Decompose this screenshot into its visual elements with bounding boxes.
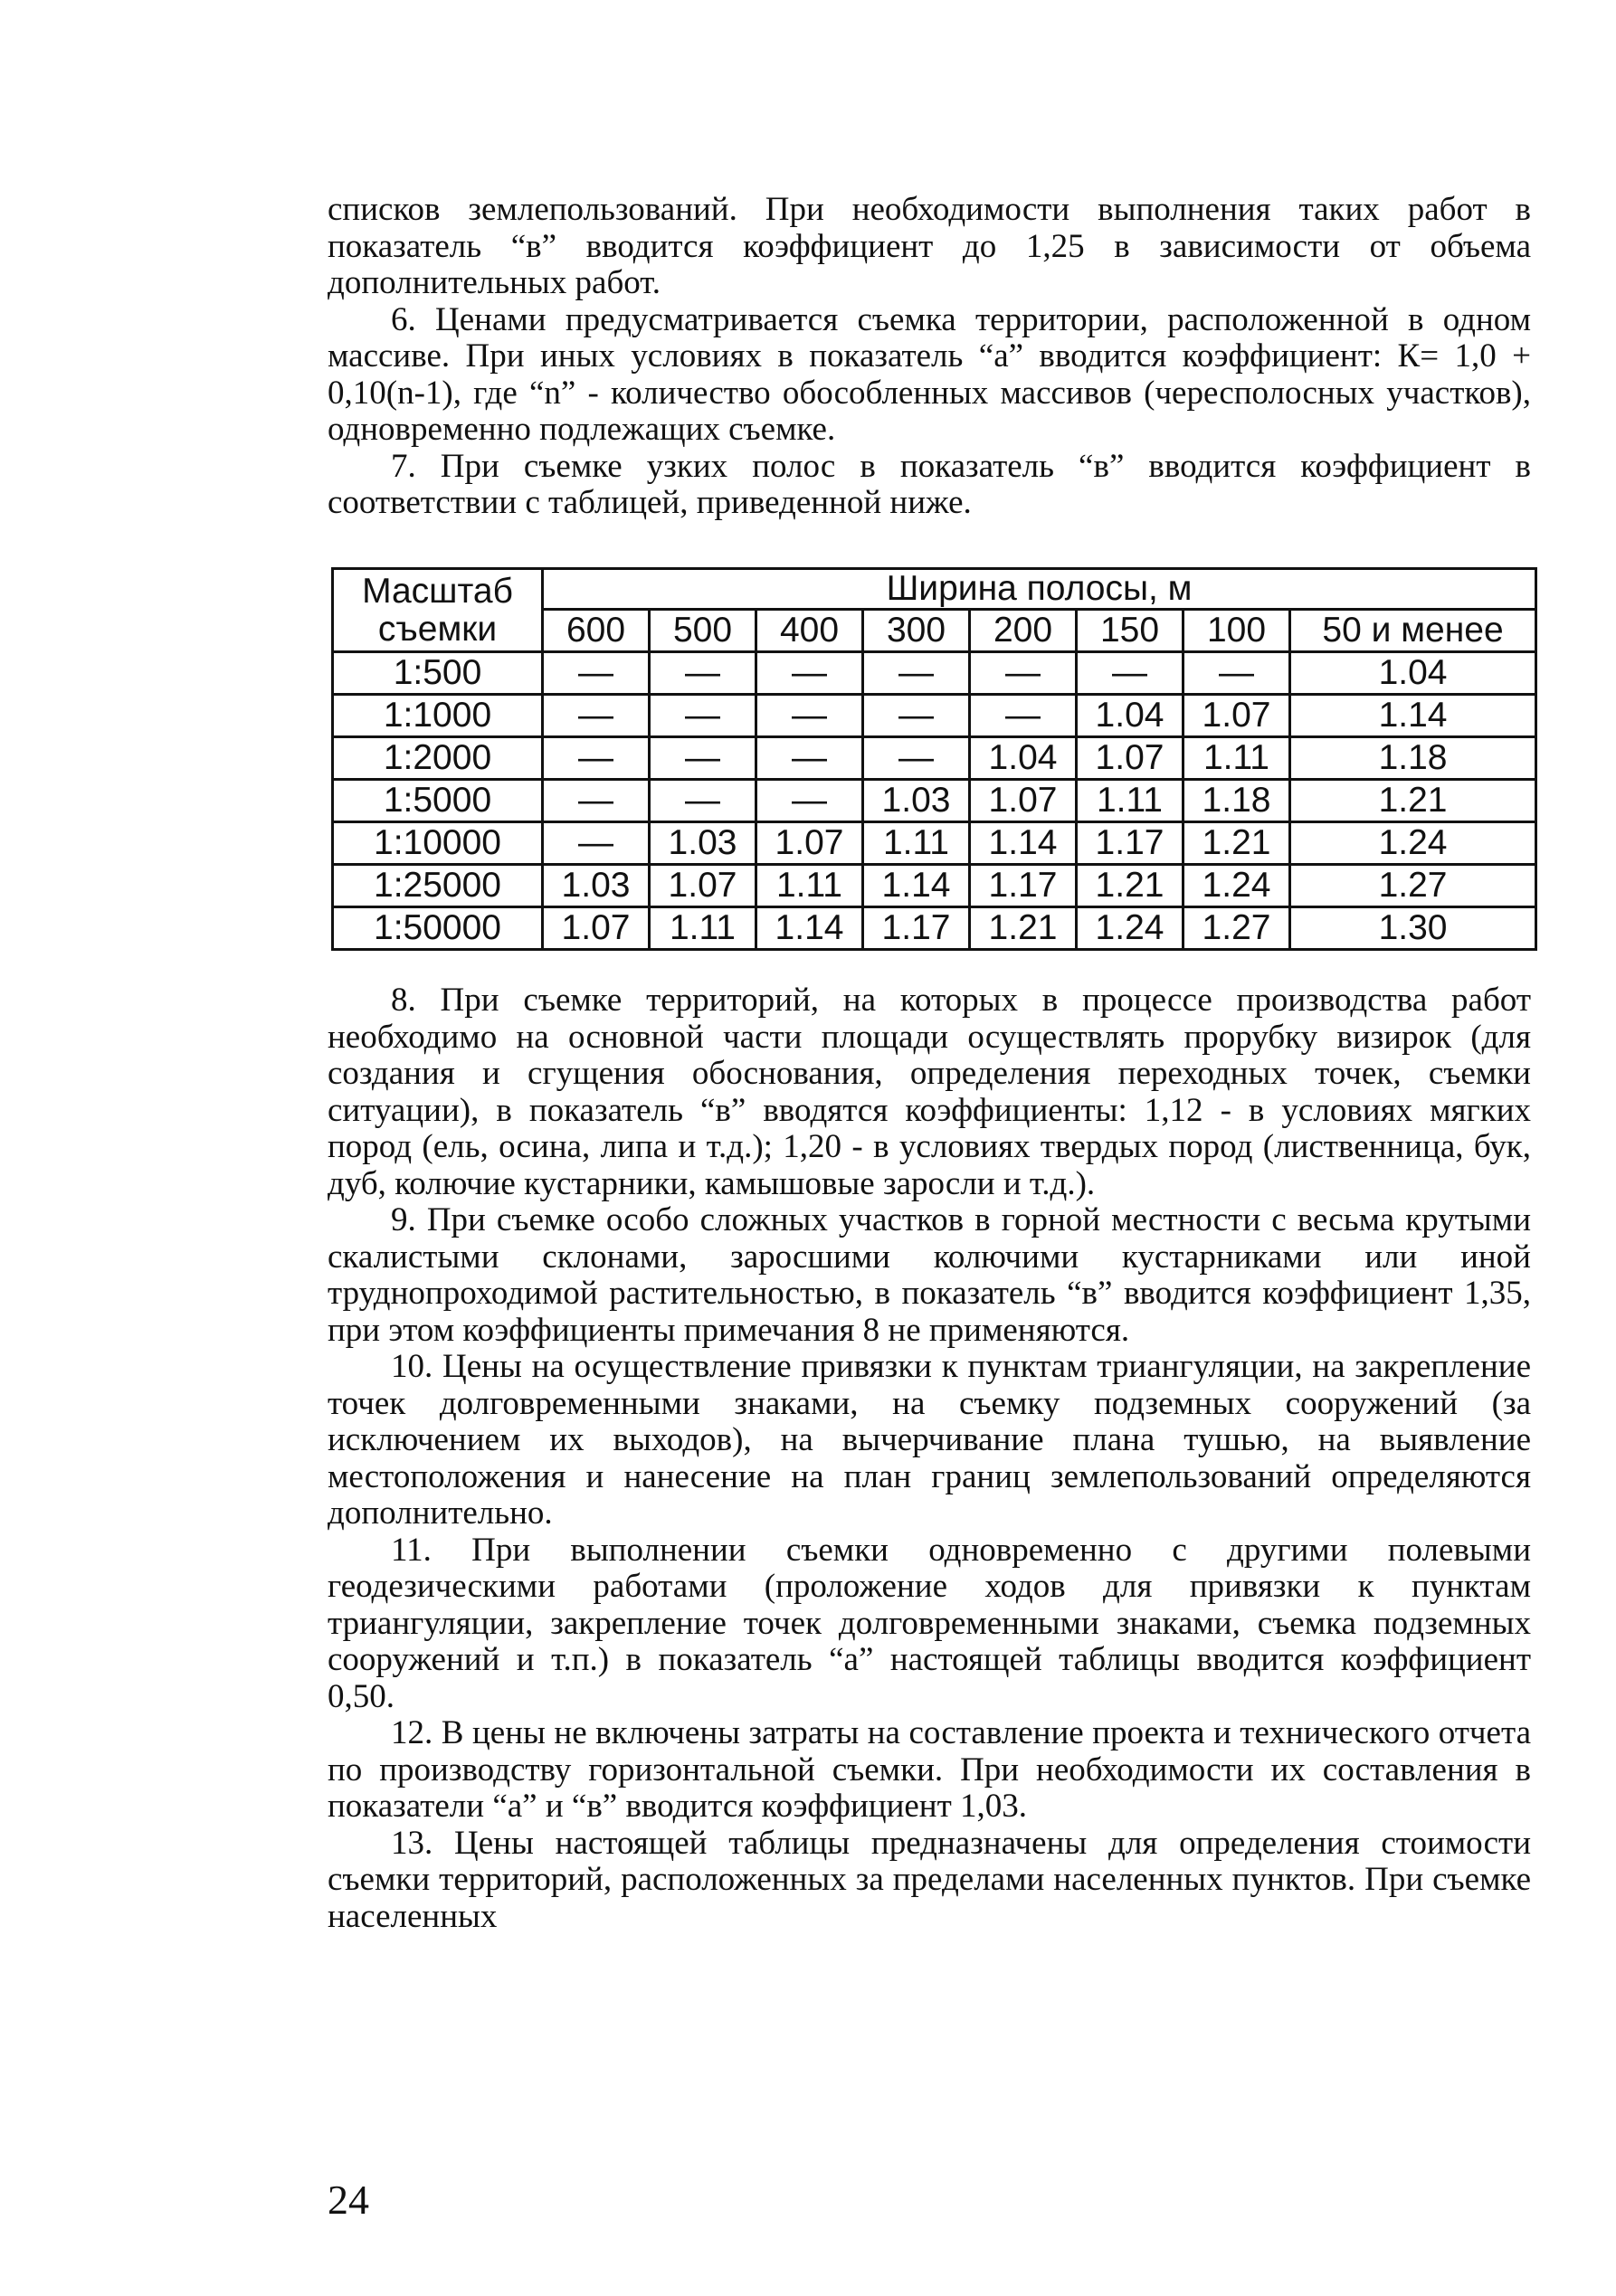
paragraph: 11. При выполнении съемки одновременно с другими полевыми геодезическими работами (проложение ходов для привязки к пунктам триангуляции, закрепление точек долговременными знаками, съемка подземных сооружений и т.п.) в показатель “а” настоящей таблицы вводится коэффициент 0,50. [328, 1531, 1531, 1715]
table-row [333, 652, 1536, 695]
scale-cell: 1:1000 [333, 695, 543, 737]
value-cell: 1.30 [1290, 907, 1536, 950]
paragraph: списков землепользований. При необходимости выполнения таких работ в показатель “в” вводится коэффициент до 1,25 в зависимости от объема дополнительных работ. [328, 191, 1531, 301]
value-cell: 1.27 [1290, 865, 1536, 907]
value-cell: — [756, 780, 863, 822]
value-cell: 1.03 [650, 822, 756, 865]
value-cell: 1.11 [650, 907, 756, 950]
value-cell: — [543, 822, 650, 865]
value-cell: 1.17 [1077, 822, 1183, 865]
value-cell: — [543, 780, 650, 822]
paragraph: 6. Ценами предусматривается съемка территории, расположенной в одном массиве. При иных условиях в показатель “а” вводится коэффициент: К= 1,0 + 0,10(n-1), где “n” - количество обособленных массивов (чересполосных участков), одновременно подлежащих съемке. [328, 300, 1531, 448]
scale-cell: 1:50000 [333, 907, 543, 950]
value-cell: — [756, 695, 863, 737]
value-cell: 1.21 [1290, 780, 1536, 822]
value-cell: 1.18 [1290, 737, 1536, 780]
value-cell: 1.11 [756, 865, 863, 907]
paragraph: 8. При съемке территорий, на которых в процессе производства работ необходимо на основной части площади осуществлять прорубку визирок (для создания и сгущения обоснования, определения переходных точек, съемки ситуации), в показатель “в” вводятся коэффициенты: 1,12 - в условиях мягких пород (ель, осина, липа и т.д.); 1,20 - в условиях твердых пород (лиственница, бук, дуб, колючие кустарники, камышовые заросли и т.д.). [328, 982, 1531, 1202]
value-cell: 1.24 [1077, 907, 1183, 950]
value-cell: — [863, 737, 970, 780]
value-cell: — [650, 780, 756, 822]
value-cell: 1.21 [1077, 865, 1183, 907]
value-cell: — [756, 737, 863, 780]
value-cell: — [650, 652, 756, 695]
table-row [333, 737, 1536, 780]
value-cell: — [543, 695, 650, 737]
value-cell: 1.03 [863, 780, 970, 822]
value-cell: 1.14 [863, 865, 970, 907]
value-cell: 1.04 [1290, 652, 1536, 695]
value-cell: 1.07 [1077, 737, 1183, 780]
value-cell: 1.21 [1183, 822, 1290, 865]
value-cell: — [1183, 652, 1290, 695]
value-cell: — [970, 695, 1077, 737]
page-number: 24 [328, 2177, 369, 2223]
table-row [333, 780, 1536, 822]
value-cell: — [1077, 652, 1183, 695]
value-cell: 1.07 [650, 865, 756, 907]
value-cell: 1.11 [1077, 780, 1183, 822]
scale-cell: 1:25000 [333, 865, 543, 907]
paragraph: 7. При съемке узких полос в показатель “в” вводится коэффициент в соответствии с таблицей, приведенной ниже. [328, 447, 1531, 521]
width-header-cell: 150 [1077, 610, 1183, 652]
value-cell: 1.24 [1183, 865, 1290, 907]
value-cell: 1.07 [970, 780, 1077, 822]
paragraph: 12. В цены не включены затраты на составление проекта и технического отчета по производству горизонтальной съемки. При необходимости их составления в показатели “а” и “в” вводится коэффициент 1,03. [328, 1714, 1531, 1825]
value-cell: 1.17 [863, 907, 970, 950]
table-row [333, 865, 1536, 907]
value-cell: 1.07 [543, 907, 650, 950]
value-cell: 1.17 [970, 865, 1077, 907]
table-row [333, 907, 1536, 950]
value-cell: 1.18 [1183, 780, 1290, 822]
width-header-cell: 200 [970, 610, 1077, 652]
width-header-cell: 300 [863, 610, 970, 652]
header-width: Ширина полосы, м [543, 569, 1536, 610]
value-cell: 1.14 [1290, 695, 1536, 737]
value-cell: 1.07 [756, 822, 863, 865]
width-header-cell: 500 [650, 610, 756, 652]
width-header-cell: 400 [756, 610, 863, 652]
header-scale: Масштаб съемки [333, 569, 543, 652]
width-header-cell: 600 [543, 610, 650, 652]
value-cell: 1.04 [1077, 695, 1183, 737]
value-cell: 1.04 [970, 737, 1077, 780]
value-cell: — [863, 652, 970, 695]
table-row [333, 695, 1536, 737]
paragraph: 9. При съемке особо сложных участков в горной местности с весьма крутыми скалистыми склонами, заросшими колючими кустарниками или иной труднопроходимой растительностью, в показатель “в” вводится коэффициент 1,35, при этом коэффициенты примечания 8 не применяются. [328, 1201, 1531, 1349]
table-row [333, 822, 1536, 865]
paragraph: 10. Цены на осуществление привязки к пунктам триангуляции, на закрепление точек долговременными знаками, на съемку подземных сооружений (за исключением их выходов), на вычерчивание плана тушью, на выявление местоположения и нанесение на план границ землепользований определяются дополнительно. [328, 1348, 1531, 1532]
width-header-cell: 50 и менее [1290, 610, 1536, 652]
value-cell: — [863, 695, 970, 737]
value-cell: — [970, 652, 1077, 695]
value-cell: — [756, 652, 863, 695]
text-block-top [328, 192, 1531, 522]
value-cell: 1.07 [1183, 695, 1290, 737]
value-cell: 1.27 [1183, 907, 1290, 950]
coefficient-table [331, 567, 1537, 951]
value-cell: — [543, 652, 650, 695]
value-cell: 1.11 [1183, 737, 1290, 780]
value-cell: — [543, 737, 650, 780]
value-cell: — [650, 695, 756, 737]
value-cell: — [650, 737, 756, 780]
value-cell: 1.03 [543, 865, 650, 907]
scale-cell: 1:5000 [333, 780, 543, 822]
text-block-bottom [328, 982, 1531, 1935]
value-cell: 1.21 [970, 907, 1077, 950]
scale-cell: 1:10000 [333, 822, 543, 865]
value-cell: 1.24 [1290, 822, 1536, 865]
scale-cell: 1:2000 [333, 737, 543, 780]
value-cell: 1.14 [756, 907, 863, 950]
value-cell: 1.14 [970, 822, 1077, 865]
value-cell: 1.11 [863, 822, 970, 865]
paragraph: 13. Цены настоящей таблицы предназначены для определения стоимости съемки территорий, расположенных за пределами населенных пунктов. При съемке населенных [328, 1824, 1531, 1935]
scale-cell: 1:500 [333, 652, 543, 695]
width-header-cell: 100 [1183, 610, 1290, 652]
